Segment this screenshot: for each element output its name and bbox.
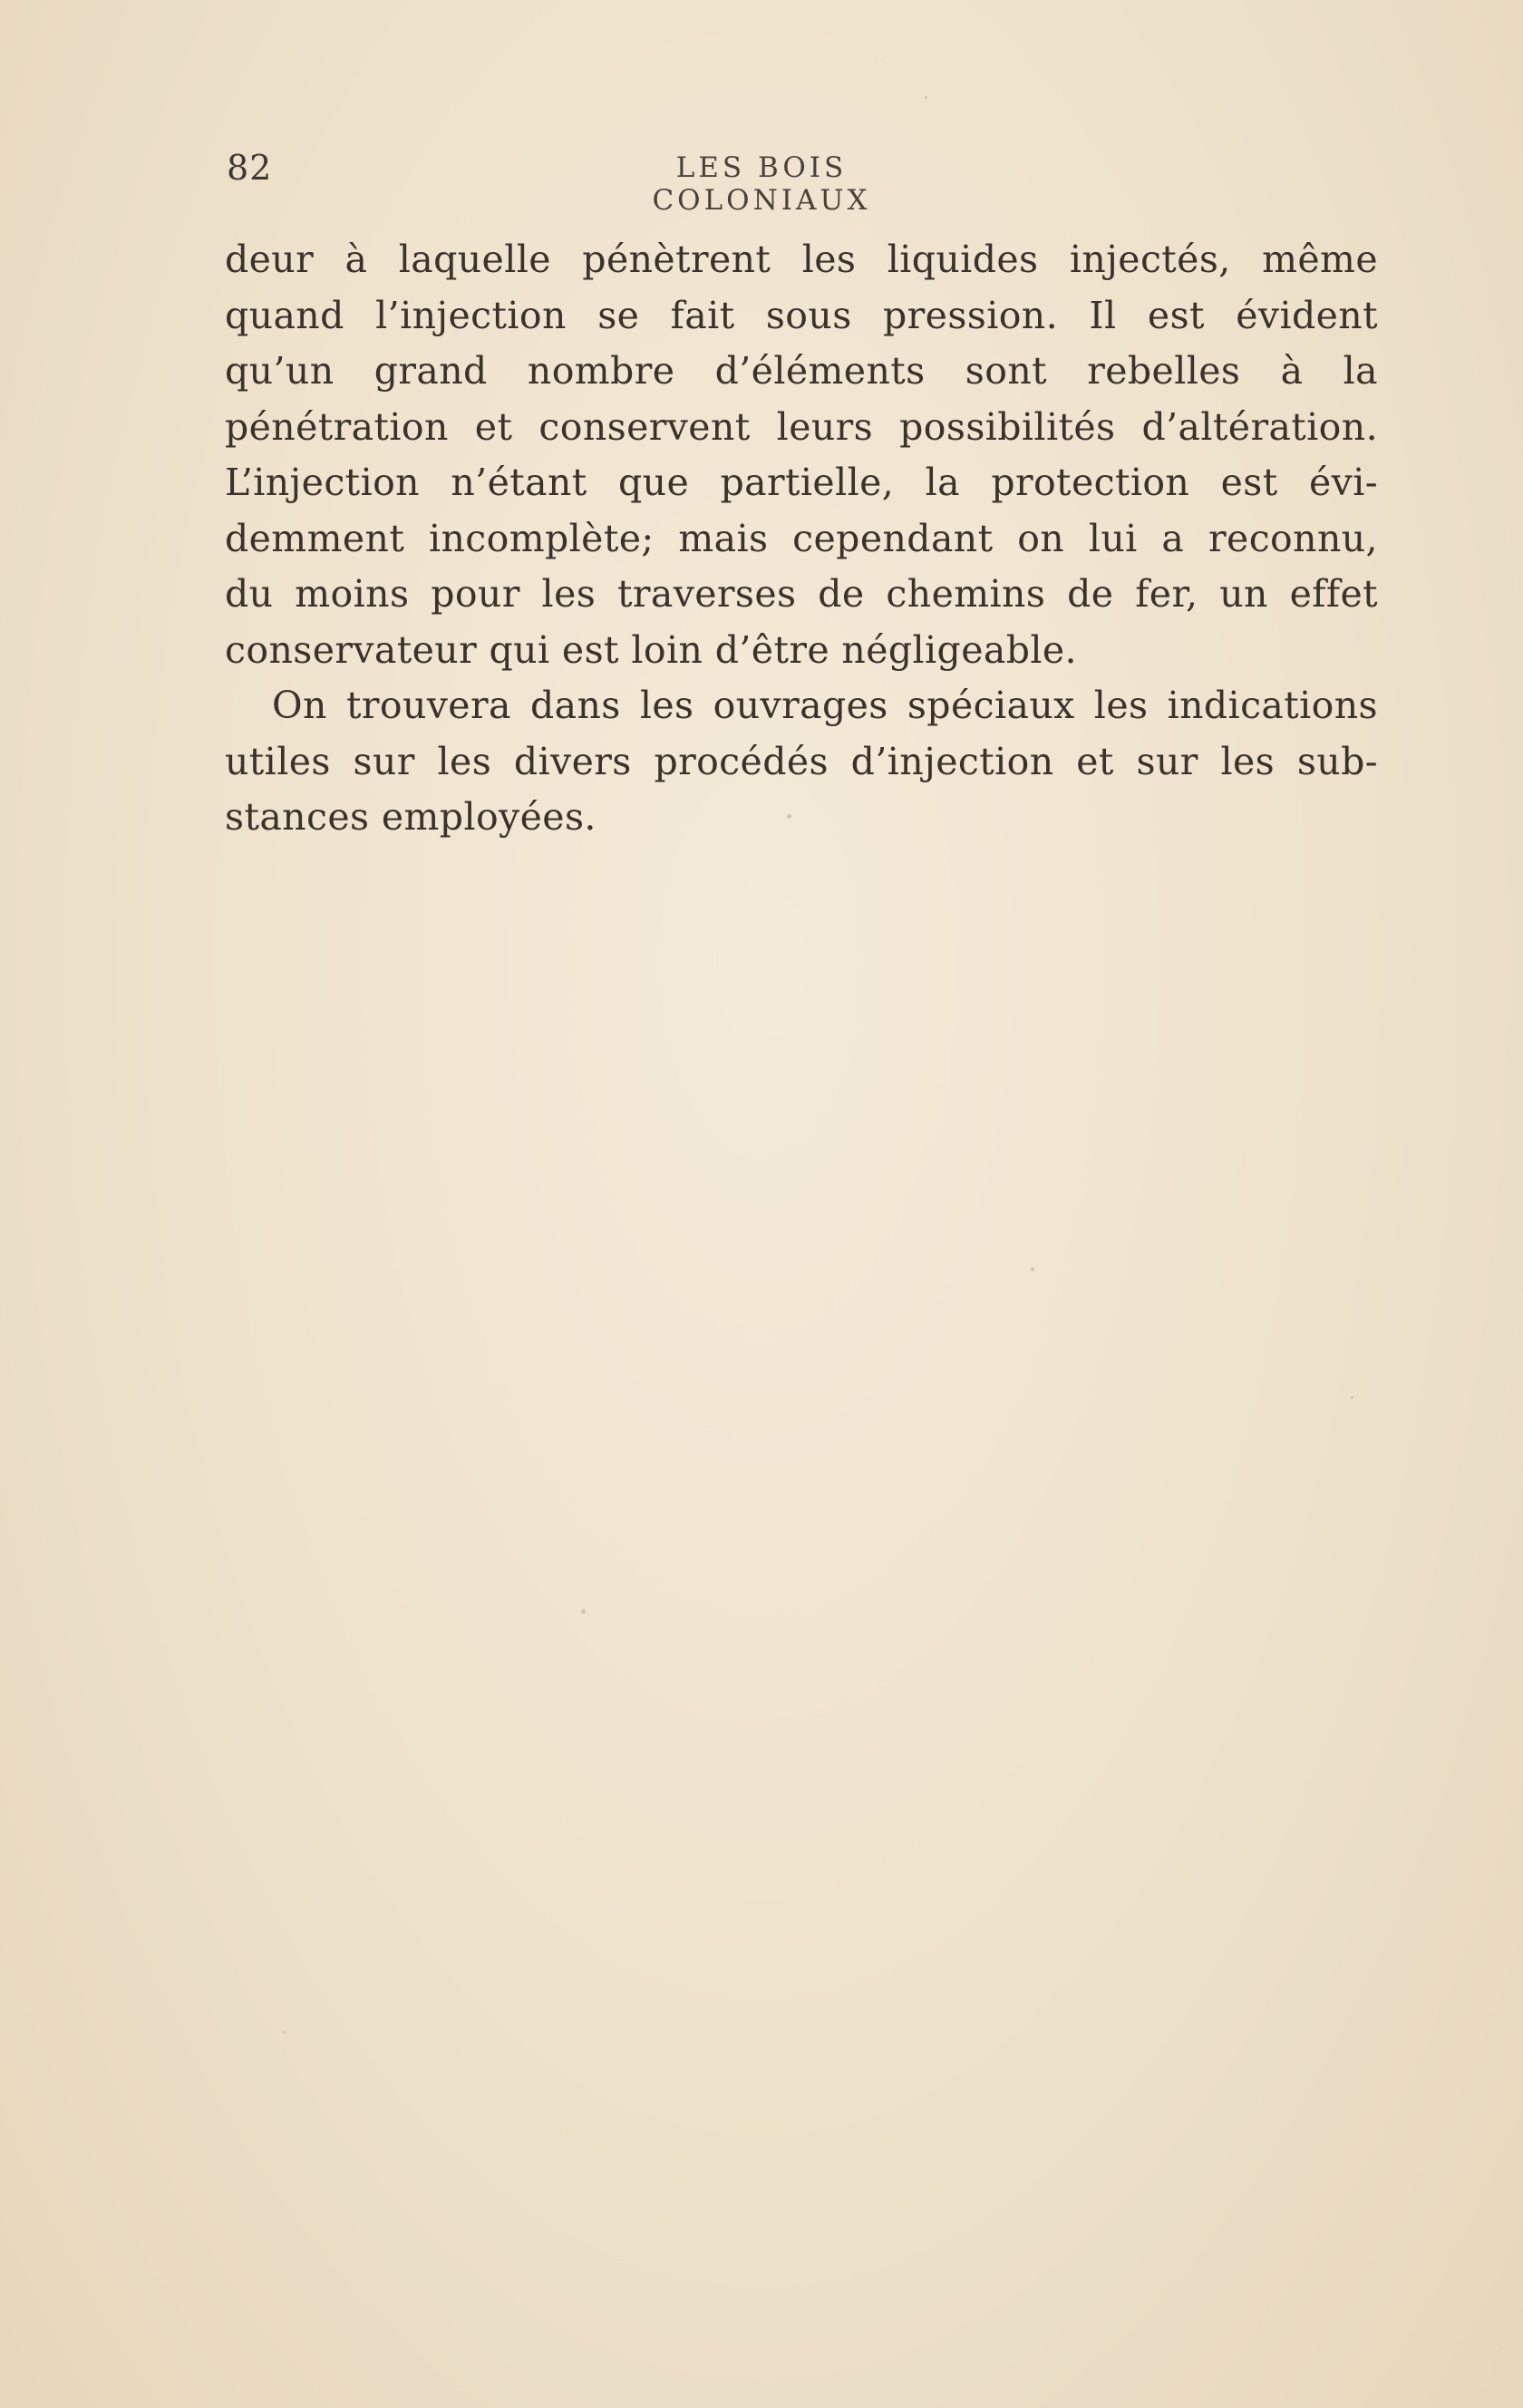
paper-speck	[581, 1609, 586, 1614]
paragraph	[225, 678, 1378, 846]
running-head	[227, 148, 1378, 217]
paragraph	[225, 232, 1378, 678]
page-number: 82	[227, 148, 273, 188]
paper-speck	[1351, 1396, 1353, 1399]
text-line: pénétration et conservent leurs possibilités d’altération.	[225, 404, 1378, 449]
text-line: stances employées.	[225, 795, 597, 839]
text-line: utiles sur les divers procédés d’injection et sur les sub-	[225, 739, 1378, 783]
paper-speck	[283, 2031, 286, 2034]
text-line: deur à laquelle pénètrent les liquides injectés, même	[225, 238, 1378, 281]
text-line: du moins pour les traverses de chemins de fer, un effet	[225, 572, 1378, 616]
text-line: demment incomplète; mais cependant on lui a reconnu,	[225, 516, 1378, 560]
text-line: qu’un grand nombre d’éléments sont rebelles à la	[225, 349, 1378, 393]
paper-speck	[925, 96, 927, 99]
text-line: L’injection n’étant que partielle, la protection est évi-	[225, 461, 1378, 504]
paper-speck	[1031, 1267, 1034, 1271]
text-line: conservateur qui est loin d’être négligeable.	[225, 627, 1077, 672]
body-text	[225, 232, 1378, 846]
text-line: On trouvera dans les ouvrages spéciaux les indications	[272, 684, 1378, 727]
running-title: LES BOIS COLONIAUX	[652, 151, 871, 217]
text-line: quand l’injection se fait sous pression. Il est évident	[225, 293, 1378, 337]
